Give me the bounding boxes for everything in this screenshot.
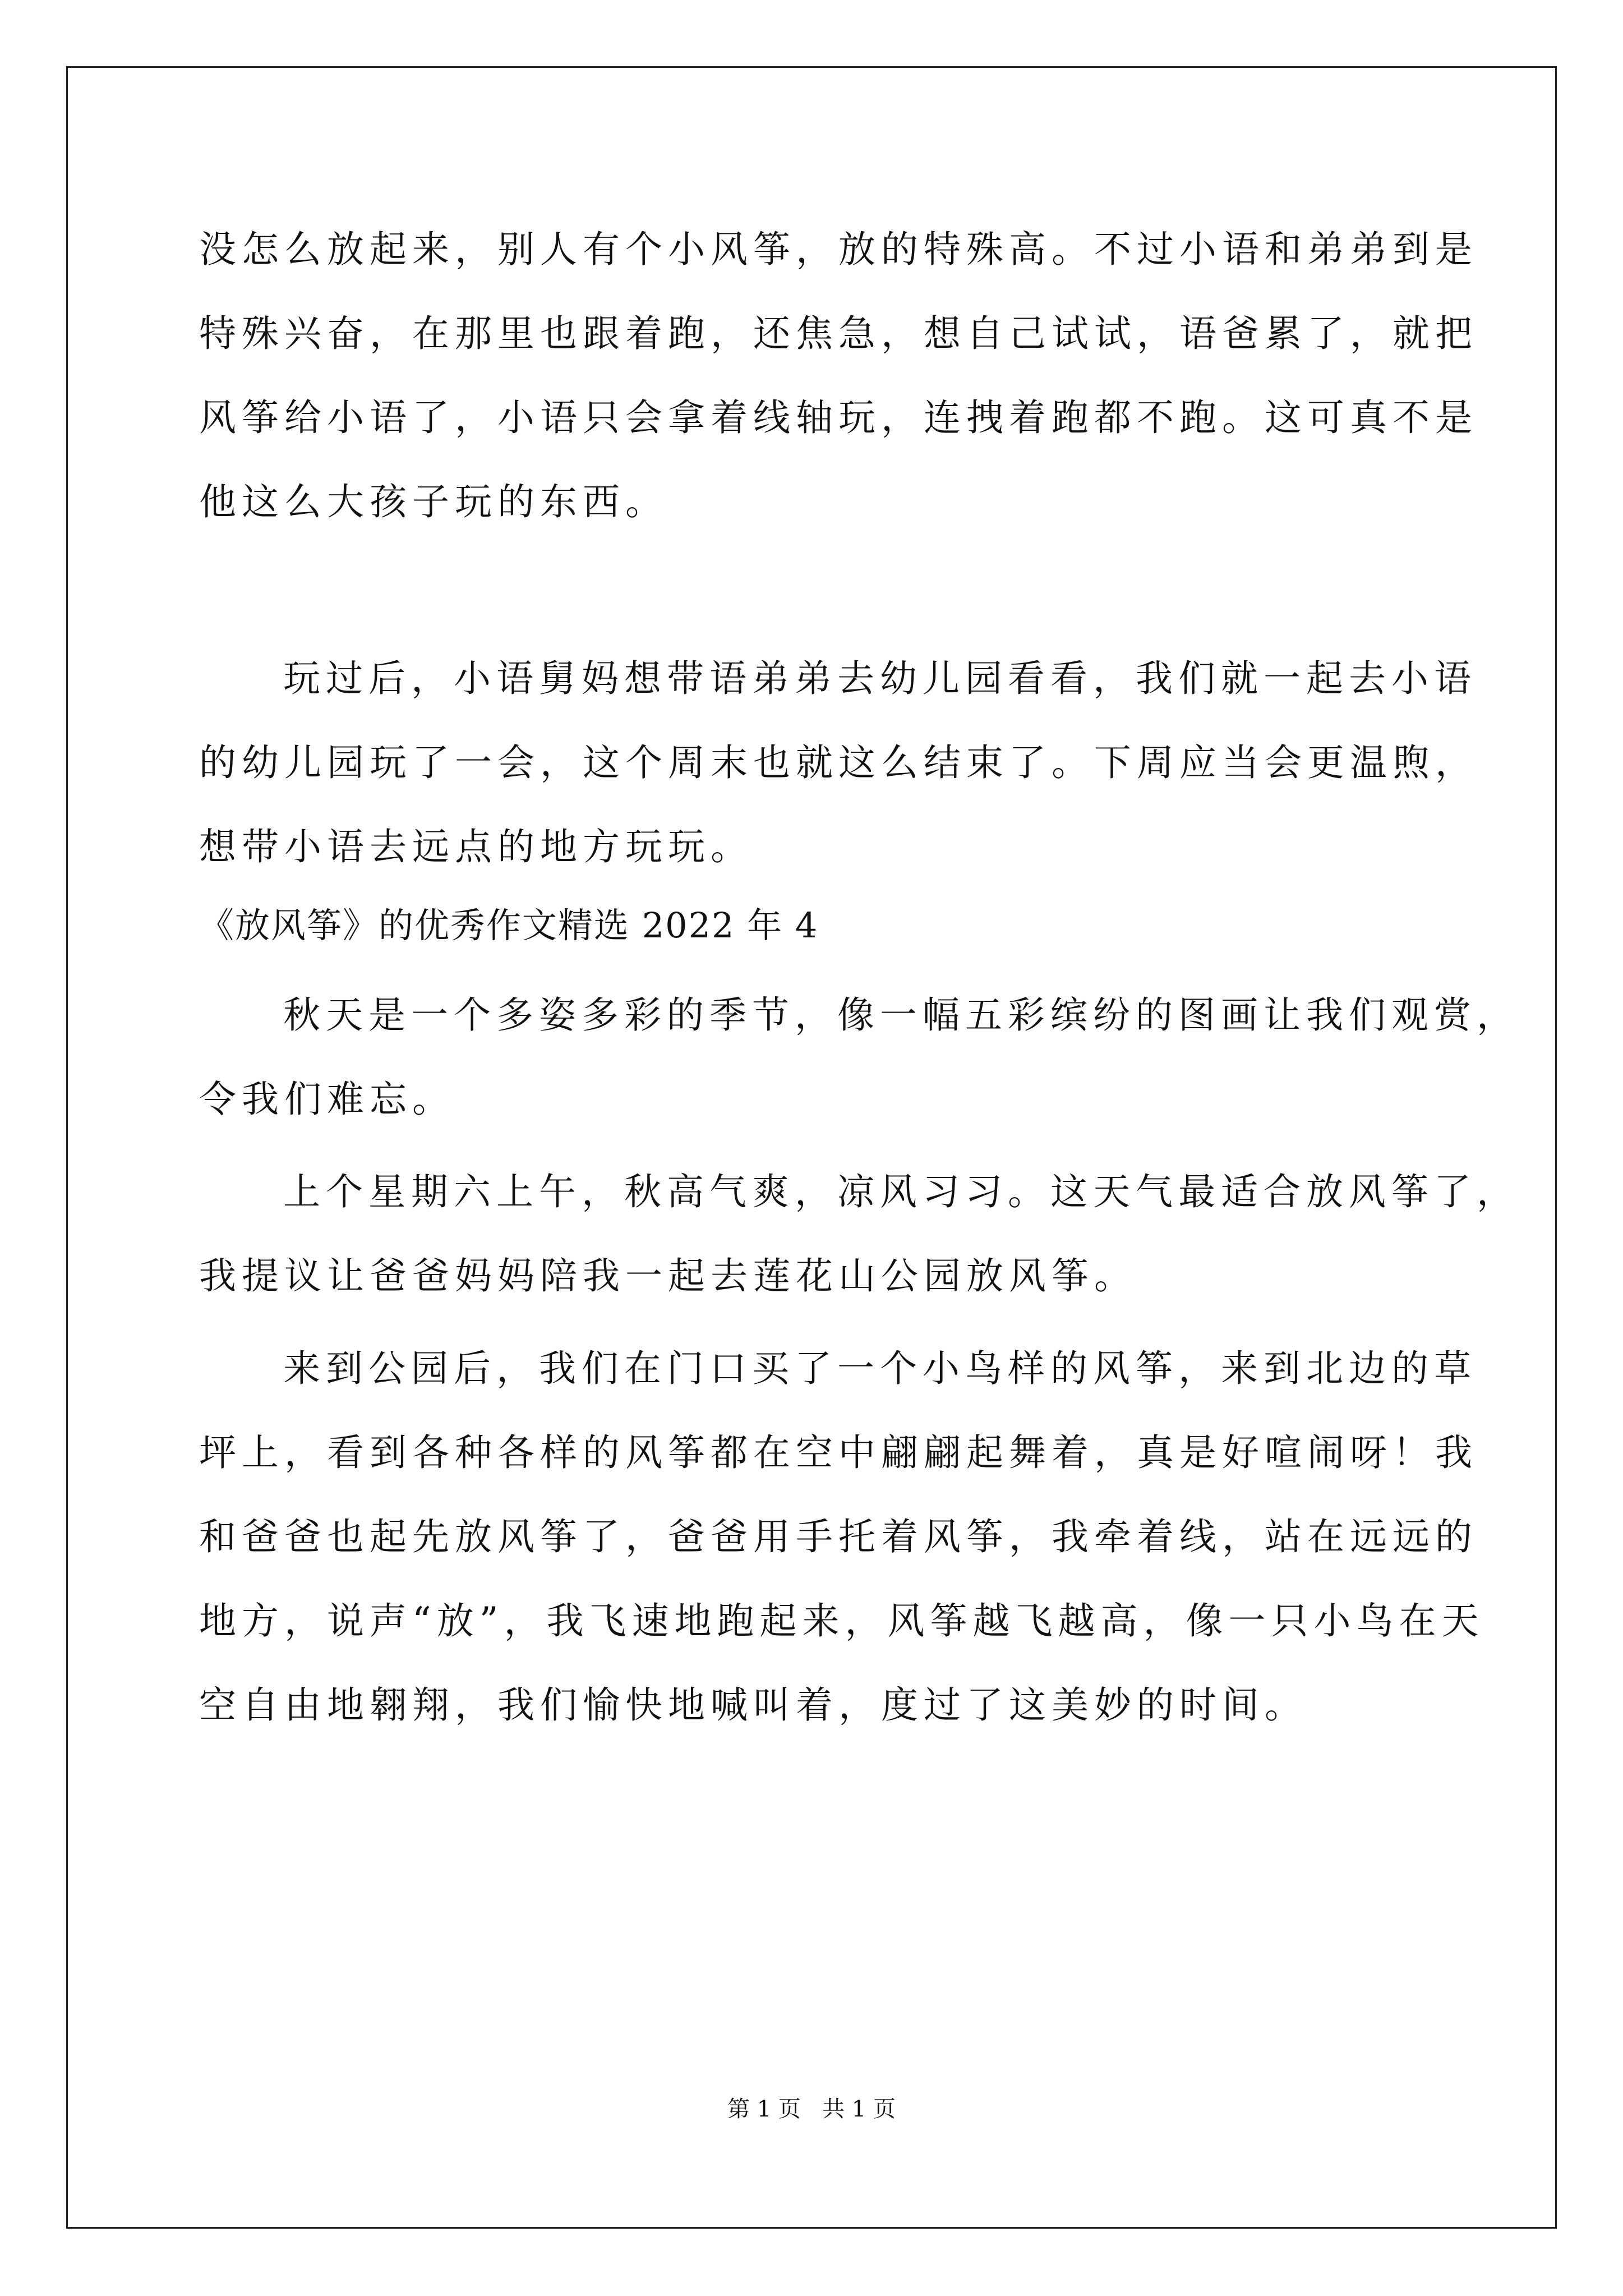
paragraph-1-line-1: 没怎么放起来，别人有个小风筝，放的特殊高。不过小语和弟弟到是	[199, 228, 1478, 271]
paragraph-5-line-2: 坪上，看到各种各样的风筝都在空中翩翩起舞着，真是好喧闹呀！我	[199, 1431, 1478, 1474]
paragraph-1-line-2: 特殊兴奋，在那里也跟着跑，还焦急，想自己试试，语爸累了，就把	[199, 312, 1478, 355]
paragraph-1-line-4: 他这么大孩子玩的东西。	[199, 480, 668, 523]
paragraph-4-line-2: 我提议让爸爸妈妈陪我一起去莲花山公园放风筝。	[199, 1254, 1137, 1297]
paragraph-5-line-1: 来到公园后，我们在门口买了一个小鸟样的风筝，来到北边的草	[283, 1347, 1477, 1390]
paragraph-2-line-2: 的幼儿园玩了一会，这个周末也就这么结束了。下周应当会更温煦，	[199, 741, 1478, 784]
paragraph-2-line-3: 想带小语去远点的地方玩玩。	[199, 825, 753, 868]
page-border	[66, 66, 1557, 2229]
paragraph-3-line-2: 令我们难忘。	[199, 1078, 455, 1121]
paragraph-5-line-5: 空自由地翱翔，我们愉快地喊叫着，度过了这美妙的时间。	[199, 1683, 1307, 1727]
paragraph-3-line-1: 秋天是一个多姿多彩的季节，像一幅五彩缤纷的图画让我们观赏，	[283, 993, 1519, 1037]
paragraph-5-line-3: 和爸爸也起先放风筝了，爸爸用手托着风筝，我牵着线，站在远远的	[199, 1515, 1478, 1558]
paragraph-1-line-3: 风筝给小语了，小语只会拿着线轴玩，连拽着跑都不跑。这可真不是	[199, 396, 1478, 439]
section-heading: 《放风筝》的优秀作文精选 2022 年 4	[199, 905, 819, 946]
paragraph-5-line-4: 地方，说声“放”，我飞速地跑起来，风筝越飞越高，像一只小鸟在天	[199, 1599, 1484, 1642]
paragraph-4-line-1: 上个星期六上午，秋高气爽，凉风习习。这天气最适合放风筝了，	[283, 1170, 1519, 1213]
page-footer: 第 1 页 共 1 页	[727, 2096, 896, 2122]
paragraph-2-line-1: 玩过后，小语舅妈想带语弟弟去幼儿园看看，我们就一起去小语	[283, 657, 1477, 700]
